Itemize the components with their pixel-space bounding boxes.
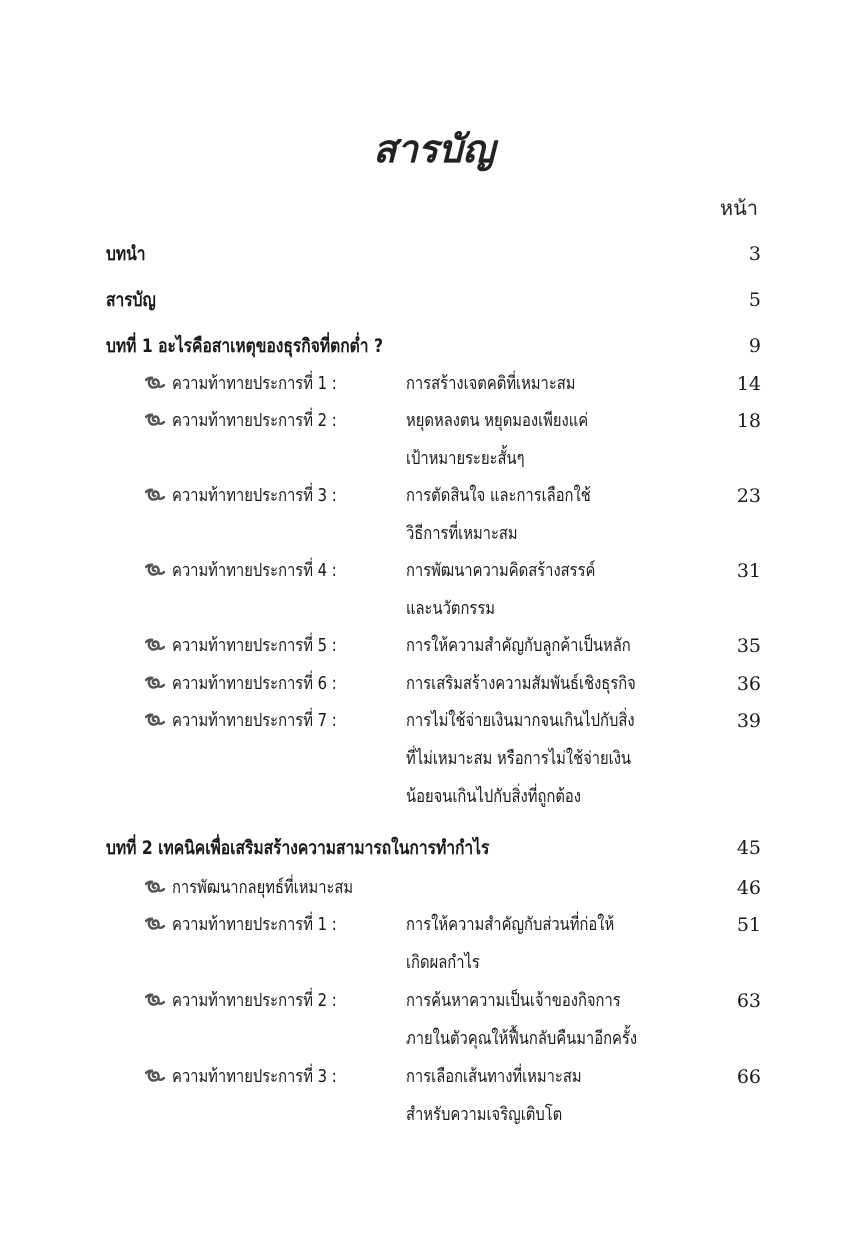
swirl-bullet-icon (145, 991, 165, 1009)
toc-item-label: การพัฒนากลยุทธ์ที่เหมาะสม (172, 877, 354, 898)
toc-item-label: ความท้าทายประการที่ 1 : (172, 914, 337, 935)
swirl-bullet-icon (145, 674, 165, 692)
swirl-bullet-icon (145, 1067, 165, 1085)
toc-page-number: 63 (736, 990, 761, 1012)
toc-item-desc: หยุดหลงตน หยุดมองเพียงแค่ เป้าหมายระยะสั้นๆ (406, 410, 589, 469)
toc-item-desc: การเสริมสร้างความสัมพันธ์เชิงธุรกิจ (406, 673, 636, 694)
toc-item-label: ความท้าทายประการที่ 5 : (172, 635, 337, 656)
swirl-bullet-icon (145, 374, 165, 392)
toc-page-number: 66 (736, 1066, 761, 1088)
toc-chapter-title: บทที่ 1 อะไรคือสาเหตุของธุรกิจที่ตกต่ำ ? (106, 335, 384, 357)
toc-item-desc: การตัดสินใจ และการเลือกใช้ วิธีการที่เหมาะสม (406, 485, 591, 544)
toc-item-label: ความท้าทายประการที่ 3 : (172, 485, 337, 506)
toc-chapter-title: บทที่ 2 เทคนิคเพื่อเสริมสร้างความสามารถในการทำกำไร (106, 837, 490, 859)
toc-item-desc: การสร้างเจตคติที่เหมาะสม (406, 373, 576, 394)
swirl-bullet-icon (145, 411, 165, 429)
toc-page-number: 39 (736, 710, 761, 732)
toc-page-number: 46 (736, 877, 761, 899)
toc-page-number: 5 (748, 289, 761, 311)
swirl-bullet-icon (145, 636, 165, 654)
toc-page-number: 14 (736, 373, 761, 395)
toc-item-label: ความท้าทายประการที่ 7 : (172, 710, 337, 731)
toc-page-number: 35 (736, 635, 761, 657)
toc-item-desc: การพัฒนาความคิดสร้างสรรค์ และนวัตกรรม (406, 560, 596, 619)
page-column-label: หน้า (719, 196, 758, 220)
swirl-bullet-icon (145, 915, 165, 933)
toc-page-number: 9 (748, 335, 761, 357)
swirl-bullet-icon (145, 486, 165, 504)
swirl-bullet-icon (145, 561, 165, 579)
toc-page-number: 51 (736, 914, 761, 936)
toc-item-label: ความท้าทายประการที่ 1 : (172, 373, 337, 394)
toc-item-label: ความท้าทายประการที่ 2 : (172, 410, 337, 431)
swirl-bullet-icon (145, 878, 165, 896)
toc-item-desc: การให้ความสำคัญกับส่วนที่ก่อให้ เกิดผลกำไร (406, 914, 615, 973)
page-title: สารบัญ (373, 127, 495, 171)
toc-item-label: ความท้าทายประการที่ 6 : (172, 673, 337, 694)
toc-chapter-title: สารบัญ (106, 289, 156, 311)
toc-page-number: 45 (736, 837, 761, 859)
toc-item-desc: การเลือกเส้นทางที่เหมาะสม สำหรับความเจริญเติบโต (406, 1066, 582, 1125)
toc-item-desc: การค้นหาความเป็นเจ้าของกิจการ ภายในตัวคุณให้ฟื้นกลับคืนมาอีกครั้ง (406, 990, 638, 1049)
toc-item-label: ความท้าทายประการที่ 4 : (172, 560, 337, 581)
toc-page-number: 3 (748, 243, 761, 265)
toc-page-number: 31 (736, 560, 761, 582)
toc-item-label: ความท้าทายประการที่ 2 : (172, 990, 337, 1011)
toc-item-label: ความท้าทายประการที่ 3 : (172, 1066, 337, 1087)
toc-page-number: 23 (736, 485, 761, 507)
toc-item-desc: การไม่ใช้จ่ายเงินมากจนเกินไปกับสิ่ง ที่ไม่เหมาะสม หรือการไม่ใช้จ่ายเงิน น้อยจนเกินไปกับสิ่งที่ถูกต้อง (406, 710, 635, 807)
toc-page-number: 18 (736, 410, 761, 432)
toc-chapter-title: บทนำ (106, 243, 146, 265)
swirl-bullet-icon (145, 711, 165, 729)
toc-page-number: 36 (736, 673, 761, 695)
toc-item-desc: การให้ความสำคัญกับลูกค้าเป็นหลัก (406, 635, 631, 656)
